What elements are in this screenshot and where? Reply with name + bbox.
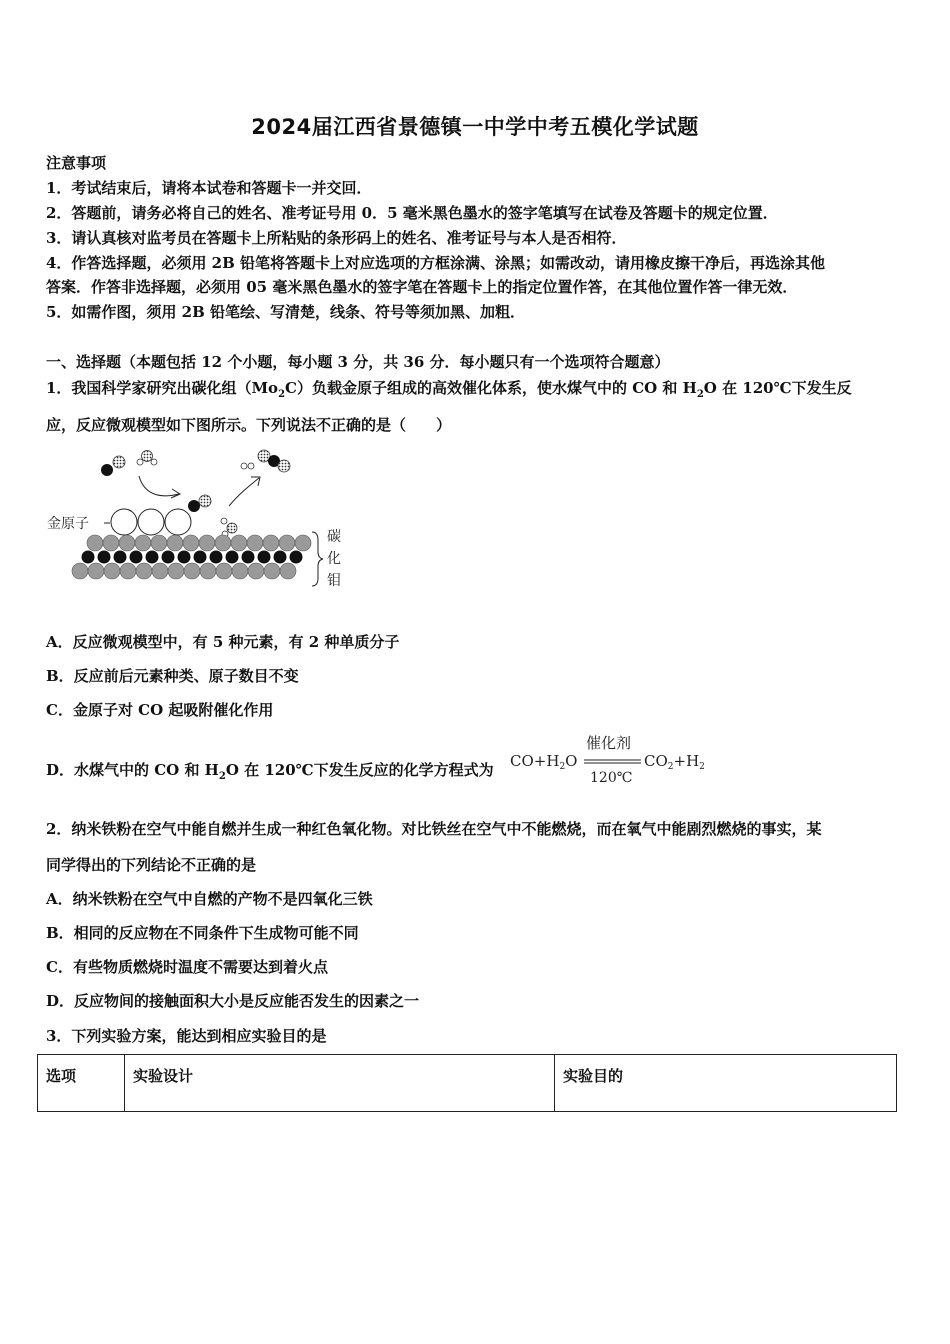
notice-heading: 注意事项 [46,154,107,172]
oxygen-atom [113,456,125,468]
carbide-label: 化 [327,551,341,567]
gold-atom-label: 金原子 [47,516,89,532]
notice-item: 答案．作答非选择题，必须用 05 毫米黑色墨水的签字笔在答题卡上的指定位置作答，在其他位置作答一律无效． [46,278,798,296]
gold-atom [165,509,191,535]
notice-item: 5．如需作图，须用 2B 铅笔绘、写清楚，线条、符号等须加黑、加粗． [46,303,525,321]
table-header-cell: 选项 [38,1055,125,1112]
notice-item: 1．考试结束后，请将本试卷和答题卡一并交回． [46,179,372,197]
question-1-stem: 1．我国科学家研究出碳化组$(Mo_2C)$负载金原子组成的高效催化体系，使水煤气中的 CO 和 $H_2O$ 在 120℃下发生反 [46,379,852,400]
q1-option-c: C．金原子对 CO 起吸附催化作用 [46,701,274,719]
oxygen-atom [142,451,153,462]
svg-text:CO+H2O: $CO+H_2O$ [510,752,578,772]
carbon-atom [188,500,200,512]
q2-option-b: B．相同的反应物在不同条件下生成物可能不同 [46,924,359,942]
hydrogen-atom [151,459,157,465]
molybdenum-carbide-layer [72,535,311,579]
q2-option-a: A．纳米铁粉在空气中自燃的产物不是四氧化三铁 [46,890,373,908]
notice-item: 4．作答选择题，必须用 2B 铅笔将答题卡上对应选项的方框涂满、涂黑；如需改动，请用橡皮擦干净后，再选涂其他 [46,254,826,272]
question-2-stem-cont: 同学得出的下列结论不正确的是 [46,856,257,874]
hydrogen-atom [248,463,254,469]
chemical-equation [510,730,730,790]
experiment-table [37,1054,897,1112]
q2-option-c: C．有些物质燃烧时温度不需要达到着火点 [46,958,328,976]
page-title: 2024届江西省景德镇一中学中考五模化学试题 [251,115,699,139]
condition-label: 120℃ [590,770,633,786]
q2-option-d: D．反应物间的接触面积大小是反应能否发生的因素之一 [46,992,420,1010]
hydrogen-atom [241,463,247,469]
section-heading: 一、选择题（本题包括 12 个小题，每小题 3 分，共 36 分．每小题只有一个选项符合题意） [46,353,670,371]
svg-text:CO2+H2: $CO_2+H_2$ [644,752,705,772]
table-header-cell: 实验目的 [555,1055,897,1112]
table-header-row [38,1055,897,1112]
question-3-stem: 3．下列实验方案，能达到相应实验目的是 [46,1027,327,1045]
notice-item: 2．答题前，请务必将自己的姓名、准考证号用 0．5 毫米黑色墨水的签字笔填写在试卷及答题卡的规定位置． [46,204,778,222]
carbon-atom [101,464,113,476]
question-2-stem: 2．纳米铁粉在空气中能自燃并生成一种红色氧化物。对比铁丝在空气中不能燃烧，而在氧气中能剧烈燃烧的事实，某 [46,820,822,838]
carbide-label: 碳 [327,529,341,545]
oxygen-atom [278,460,290,472]
catalyst-label: 催化剂 [586,734,632,752]
oxygen-atom [199,495,211,507]
notice-item: 3．请认真核对监考员在答题卡上所粘贴的条形码上的姓名、准考证号与本人是否相符． [46,229,627,247]
carbide-label: 钼 [327,573,341,589]
q1-option-b: B．反应前后元素种类、原子数目不变 [46,667,299,685]
gold-atom [138,509,164,535]
q1-option-d: D．水煤气中的 CO 和 $H_2O$ 在 120℃下发生反应的化学方程式为 [46,761,494,782]
table-header-cell: 实验设计 [125,1055,555,1112]
question-1-stem-cont: 应，反应微观模型如下图所示。下列说法不正确的是（ ） [46,416,452,434]
gold-atom [111,509,137,535]
hydrogen-atom [137,459,143,465]
reaction-model-diagram [44,444,364,594]
q1-option-a: A．反应微观模型中，有 5 种元素，有 2 种单质分子 [46,633,400,651]
